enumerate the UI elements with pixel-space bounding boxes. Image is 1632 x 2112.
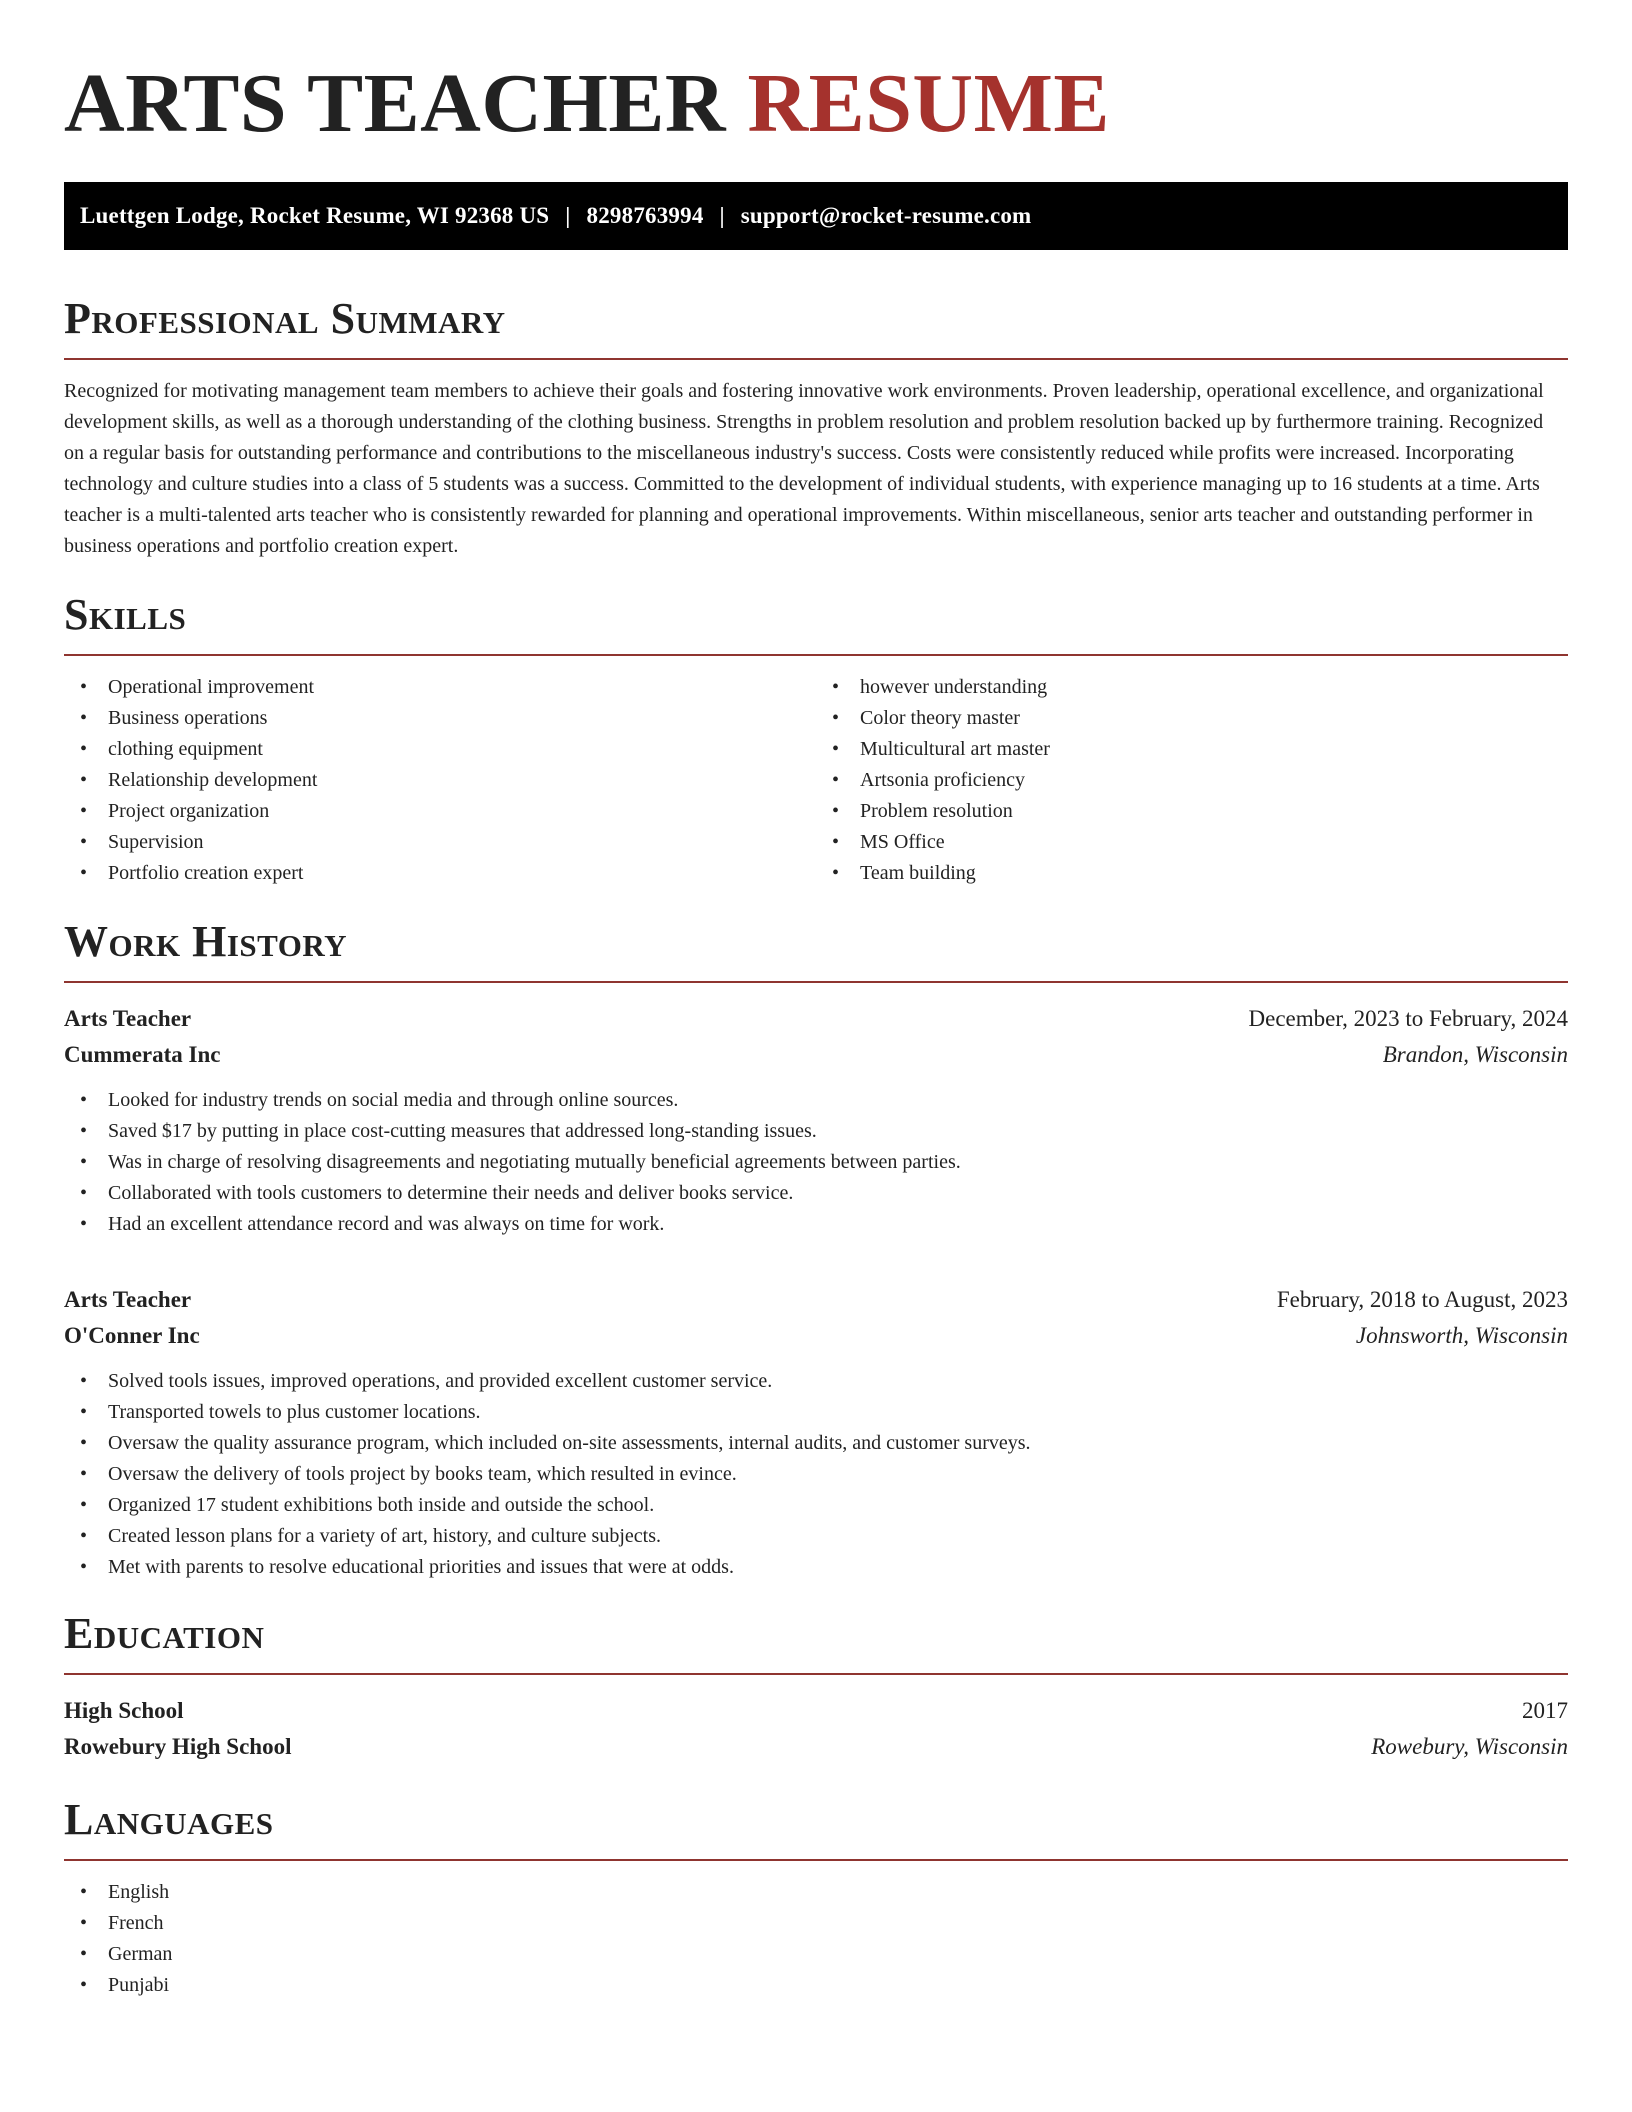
job-bullet: • Transported towels to plus customer locations. bbox=[64, 1397, 1568, 1428]
job-dates: February, 2018 to August, 2023 bbox=[1276, 1287, 1568, 1312]
skill-item: • Supervision bbox=[64, 827, 816, 858]
education-school-row bbox=[64, 1729, 1568, 1765]
job-bullet: • Oversaw the delivery of tools project by books team, which resulted in evince. bbox=[64, 1459, 1568, 1490]
section-divider bbox=[64, 358, 1568, 360]
job-company: O'Conner Inc bbox=[64, 1323, 200, 1348]
skill-item: • however understanding bbox=[816, 672, 1568, 703]
job-bullet: • Organized 17 student exhibitions both inside and outside the school. bbox=[64, 1490, 1568, 1521]
job-company-row bbox=[64, 1037, 1568, 1073]
section-divider bbox=[64, 1673, 1568, 1675]
skill-item: • clothing equipment bbox=[64, 734, 816, 765]
resume-title bbox=[64, 56, 1568, 152]
education-school: Rowebury High School bbox=[64, 1734, 292, 1759]
section-heading-education: Education bbox=[64, 1609, 265, 1658]
skill-item: • Team building bbox=[816, 858, 1568, 889]
section-heading-summary: Professional Summary bbox=[64, 294, 506, 343]
contact-bar bbox=[64, 182, 1568, 250]
job-entry bbox=[64, 1282, 1568, 1583]
contact-address: Luettgen Lodge, Rocket Resume, WI 92368 US bbox=[80, 203, 550, 228]
contact-separator: | bbox=[719, 203, 725, 228]
language-item: • English bbox=[64, 1877, 1568, 1908]
education-section bbox=[64, 1609, 1568, 1765]
section-heading-work: Work History bbox=[64, 917, 348, 966]
education-year: 2017 bbox=[1522, 1698, 1568, 1723]
job-bullet: • Had an excellent attendance record and was always on time for work. bbox=[64, 1209, 1568, 1240]
job-bullet: • Oversaw the quality assurance program, which included on-site assessments, internal audits, and customer surveys. bbox=[64, 1428, 1568, 1459]
skills-list-right bbox=[816, 672, 1568, 889]
skill-item: • Operational improvement bbox=[64, 672, 816, 703]
job-title: Arts Teacher bbox=[64, 1287, 192, 1312]
job-header-row bbox=[64, 1001, 1568, 1037]
skill-item: • Problem resolution bbox=[816, 796, 1568, 827]
work-section bbox=[64, 917, 1568, 1583]
title-main: ARTS TEACHER bbox=[64, 57, 727, 150]
section-divider bbox=[64, 654, 1568, 656]
education-location: Rowebury, Wisconsin bbox=[1371, 1734, 1568, 1759]
job-title: Arts Teacher bbox=[64, 1006, 192, 1031]
skill-item: • Business operations bbox=[64, 703, 816, 734]
education-degree: High School bbox=[64, 1698, 184, 1723]
section-heading-languages: Languages bbox=[64, 1795, 274, 1844]
skill-item: • Multicultural art master bbox=[816, 734, 1568, 765]
title-accent: RESUME bbox=[747, 57, 1110, 150]
skills-grid bbox=[64, 672, 1568, 889]
skill-item: • Portfolio creation expert bbox=[64, 858, 816, 889]
contact-email: support@rocket-resume.com bbox=[740, 203, 1032, 228]
job-bullets bbox=[64, 1085, 1568, 1240]
job-company: Cummerata Inc bbox=[64, 1042, 221, 1067]
education-degree-row bbox=[64, 1693, 1568, 1729]
language-item: • German bbox=[64, 1939, 1568, 1970]
skills-section bbox=[64, 590, 1568, 889]
job-bullets bbox=[64, 1366, 1568, 1583]
job-bullet: • Collaborated with tools customers to determine their needs and deliver books service. bbox=[64, 1178, 1568, 1209]
language-item: • Punjabi bbox=[64, 1970, 1568, 2001]
skill-item: • Artsonia proficiency bbox=[816, 765, 1568, 796]
job-bullet: • Created lesson plans for a variety of art, history, and culture subjects. bbox=[64, 1521, 1568, 1552]
job-bullet: • Looked for industry trends on social media and through online sources. bbox=[64, 1085, 1568, 1116]
contact-phone: 8298763994 bbox=[586, 203, 704, 228]
skill-item: • Relationship development bbox=[64, 765, 816, 796]
summary-text: Recognized for motivating management team members to achieve their goals and fostering innovative work environments. Proven leadership, operational excellence, and organizational development skills, as well as a thorough understanding of the clothing business. Strengths in problem resolution and problem resolution backed up by furthermore training. Recognized on a regular basis for outstanding performance and contributions to the miscellaneous industry's success. Costs were consistently reduced while profits were increased. Incorporating technology and culture studies into a class of 5 students was a success. Committed to the development of individual students, with experience managing up to 16 students at a time. Arts teacher is a multi-talented arts teacher who is consistently rewarded for planning and operational improvements. Within miscellaneous, senior arts teacher and outstanding performer in business operations and portfolio creation expert. bbox=[64, 380, 1544, 557]
job-bullet: • Solved tools issues, improved operations, and provided excellent customer service. bbox=[64, 1366, 1568, 1397]
job-bullet: • Saved $17 by putting in place cost-cutting measures that addressed long-standing issues. bbox=[64, 1116, 1568, 1147]
section-divider bbox=[64, 981, 1568, 983]
job-company-row bbox=[64, 1318, 1568, 1354]
contact-separator: | bbox=[565, 203, 571, 228]
job-bullet: • Met with parents to resolve educational priorities and issues that were at odds. bbox=[64, 1552, 1568, 1583]
skill-item: • Color theory master bbox=[816, 703, 1568, 734]
job-dates: December, 2023 to February, 2024 bbox=[1248, 1006, 1568, 1031]
job-header-row bbox=[64, 1282, 1568, 1318]
section-divider bbox=[64, 1859, 1568, 1861]
languages-list bbox=[64, 1877, 1568, 2001]
education-entry bbox=[64, 1693, 1568, 1765]
job-location: Brandon, Wisconsin bbox=[1382, 1042, 1568, 1067]
job-location: Johnsworth, Wisconsin bbox=[1355, 1323, 1568, 1348]
skills-list-left bbox=[64, 672, 816, 889]
job-entry bbox=[64, 1001, 1568, 1240]
language-item: • French bbox=[64, 1908, 1568, 1939]
summary-section bbox=[64, 294, 1568, 562]
section-heading-skills: Skills bbox=[64, 590, 187, 639]
job-bullet: • Was in charge of resolving disagreements and negotiating mutually beneficial agreements between parties. bbox=[64, 1147, 1568, 1178]
skill-item: • MS Office bbox=[816, 827, 1568, 858]
skill-item: • Project organization bbox=[64, 796, 816, 827]
languages-section bbox=[64, 1795, 1568, 2001]
